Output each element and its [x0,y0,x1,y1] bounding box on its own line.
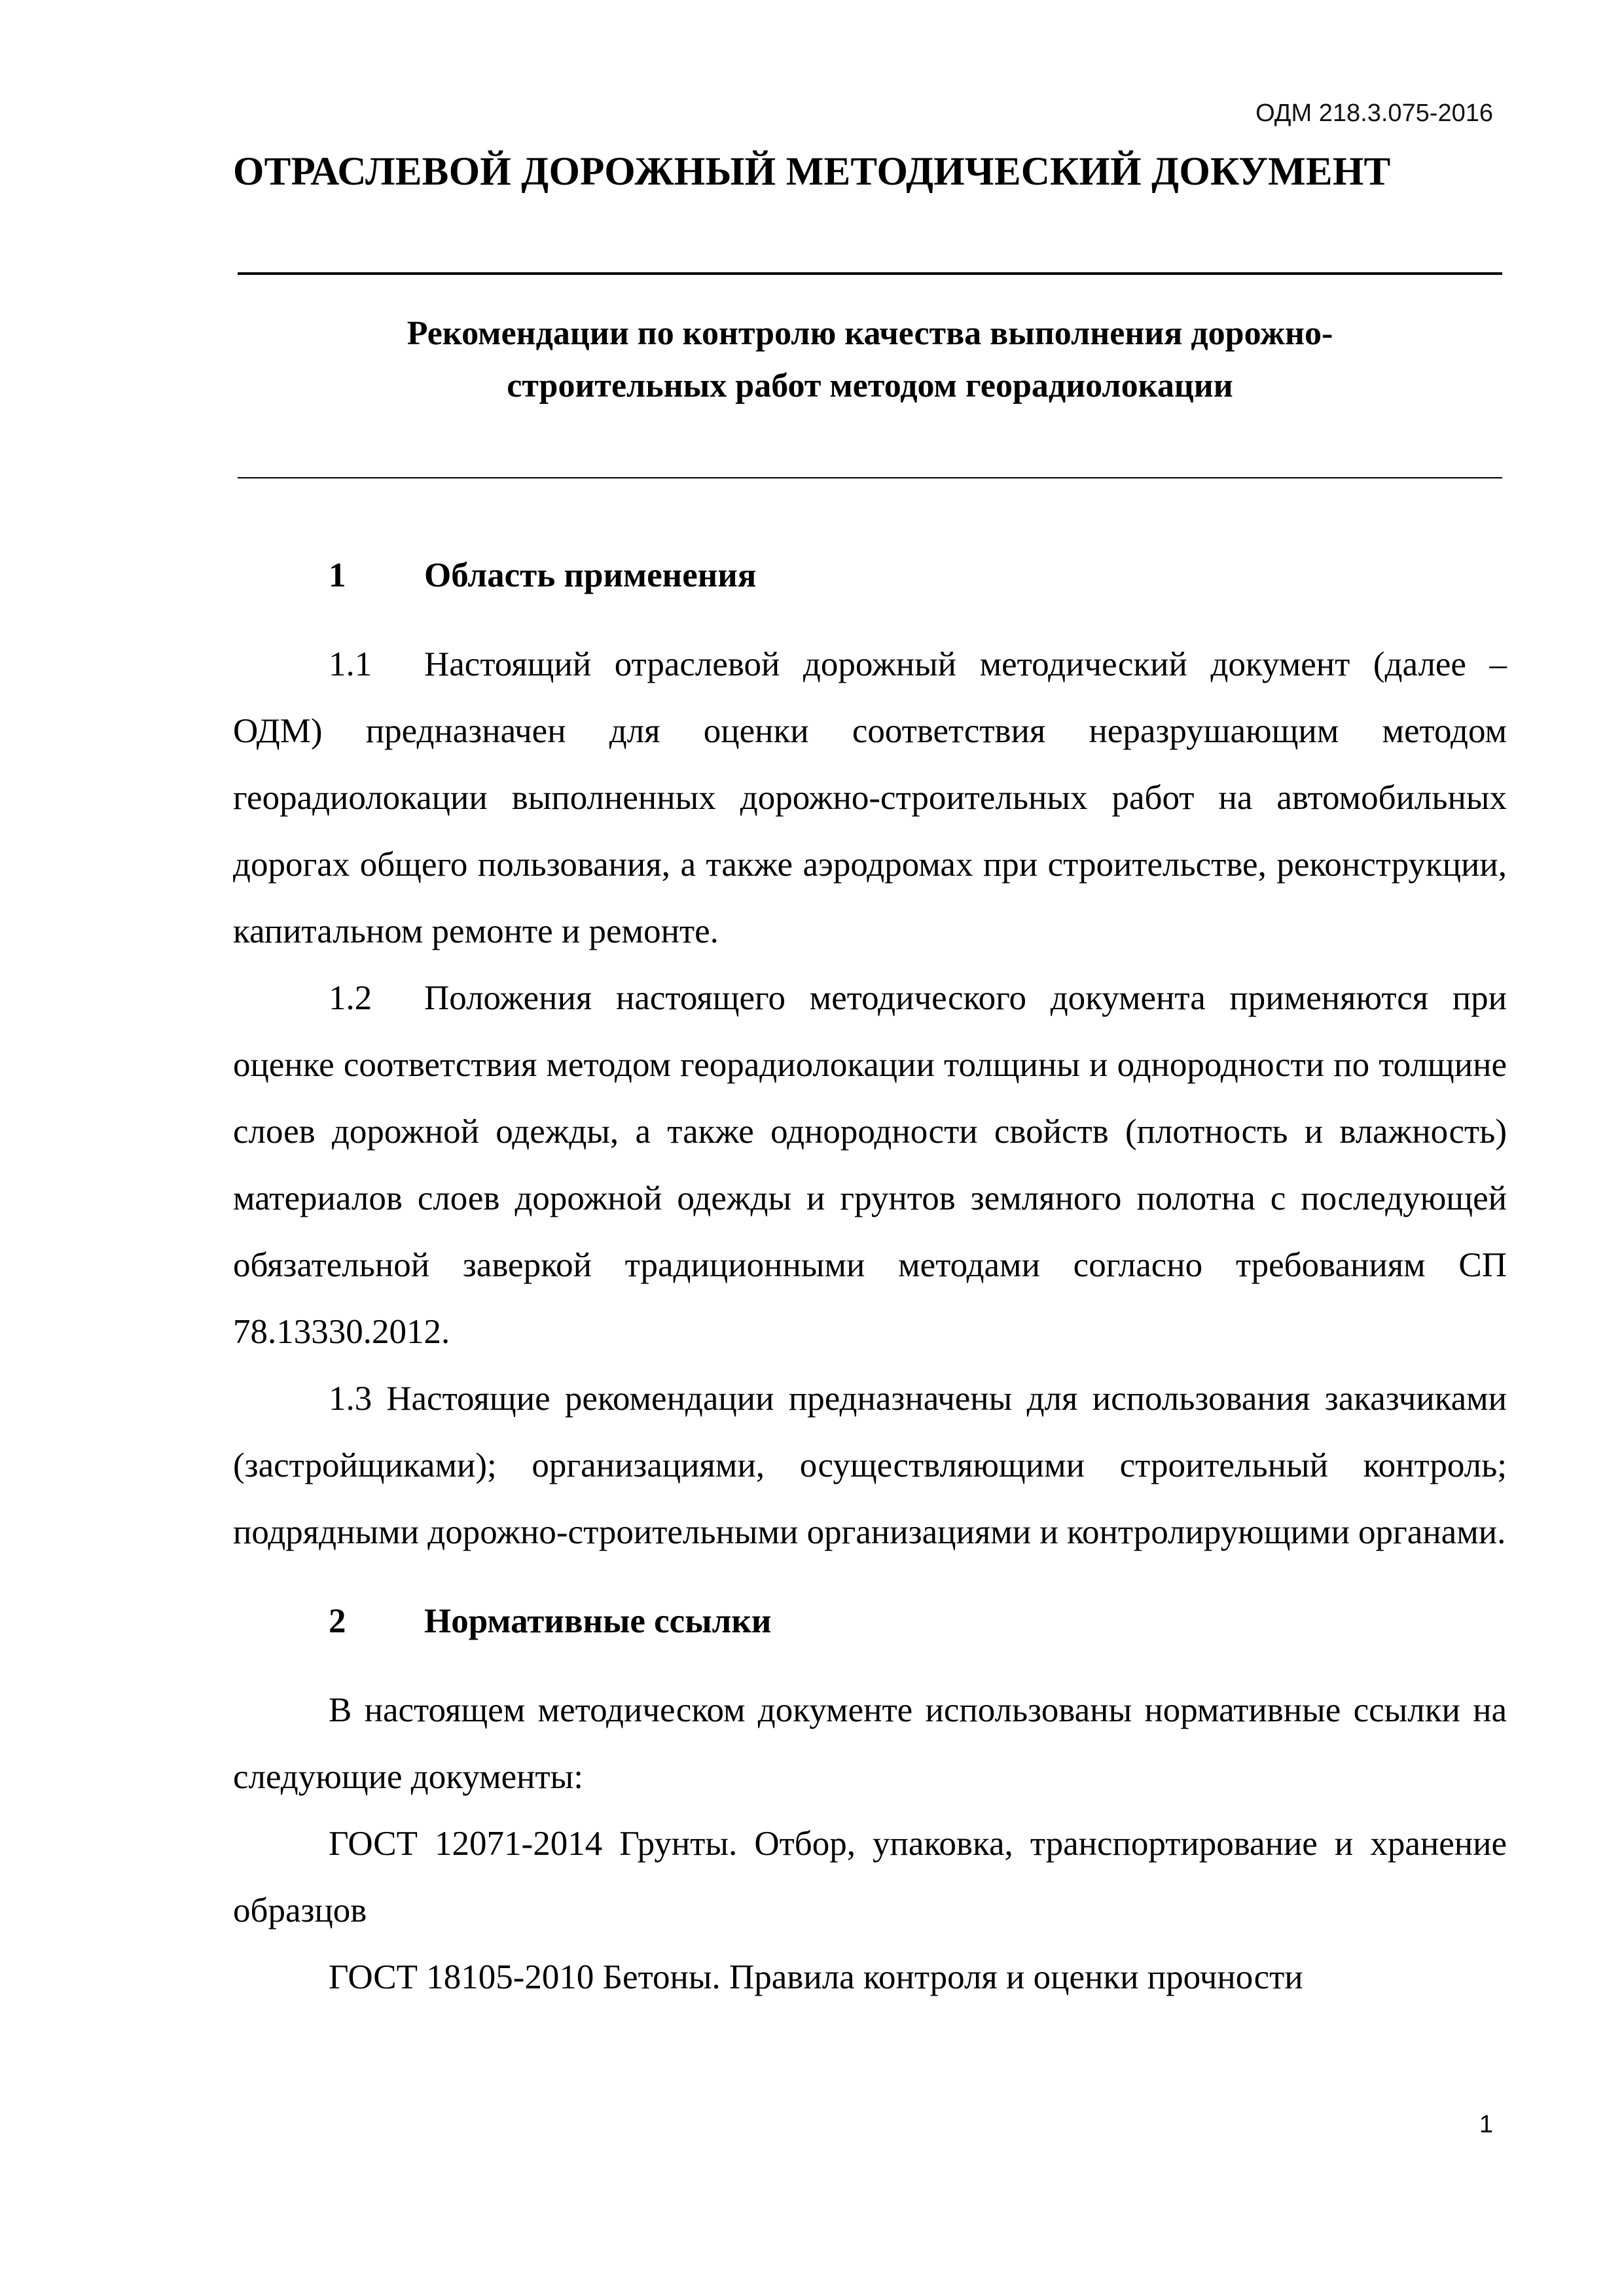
title-top-rule [238,272,1502,275]
document-title-line-2: строительных работ методом георадиолокации [507,367,1233,404]
document-title-line-1: Рекомендации по контролю качества выполнения дорожно- [406,315,1333,352]
section-number: 1 [329,556,346,594]
section-title: Область применения [424,556,757,594]
paragraph-number: 1.2 [329,979,372,1017]
section-number: 2 [329,1602,346,1640]
references-intro: В настоящем методическом документе использованы нормативные ссылки на следующие документы: [233,1691,1507,1796]
section-heading-scope [233,542,1507,609]
paragraph-text: Положения настоящего методического документа применяются при оценке соответствия методом георадиолокации толщины и однородности по толщине слоев дорожной одежды, а также однородности свойств (плотность и влажность) материалов слоев дорожной одежды и грунтов земляного полотна с последующей обязательной заверкой традиционными методами согласно требованиям СП 78.13330.2012. [233,979,1507,1351]
page-number: 1 [1479,2111,1493,2138]
paragraph-text: Настоящий отраслевой дорожный методический документ (далее – ОДМ) предназначен для оценки соответствия неразрушающим методом георадиолокации выполненных дорожно-строительных работ на автомобильных дорогах общего пользования, а также аэродромах при строительстве, реконструкции, капитальном ремонте и ремонте. [233,645,1507,950]
document-code: ОДМ 218.3.075-2016 [1255,99,1493,127]
document-title [238,308,1502,412]
paragraph-1-2 [233,965,1507,1365]
title-bottom-rule [238,477,1502,478]
paragraph-1-3 [233,1365,1507,1566]
section-heading-references [233,1588,1507,1655]
section-title: Нормативные ссылки [424,1602,772,1640]
paragraph-text: Настоящие рекомендации предназначены для использования заказчиками (застройщиками); организациями, осуществляющими строительный контроль; подрядными дорожно-строительными организациями и контролирующими органами. [233,1380,1507,1551]
paragraph-1-1 [233,631,1507,965]
reference-item: ГОСТ 18105-2010 Бетоны. Правила контроля и оценки прочности [329,1958,1303,1996]
paragraph-number: 1.1 [329,645,372,683]
reference-item: ГОСТ 12071-2014 Грунты. Отбор, упаковка, транспортирование и хранение образцов [233,1825,1507,1929]
document-type-heading: ОТРАСЛЕВОЙ ДОРОЖНЫЙ МЕТОДИЧЕСКИЙ ДОКУМЕНТ [233,150,1391,194]
document-body [233,542,1507,2011]
paragraph-number: 1.3 [329,1380,372,1418]
